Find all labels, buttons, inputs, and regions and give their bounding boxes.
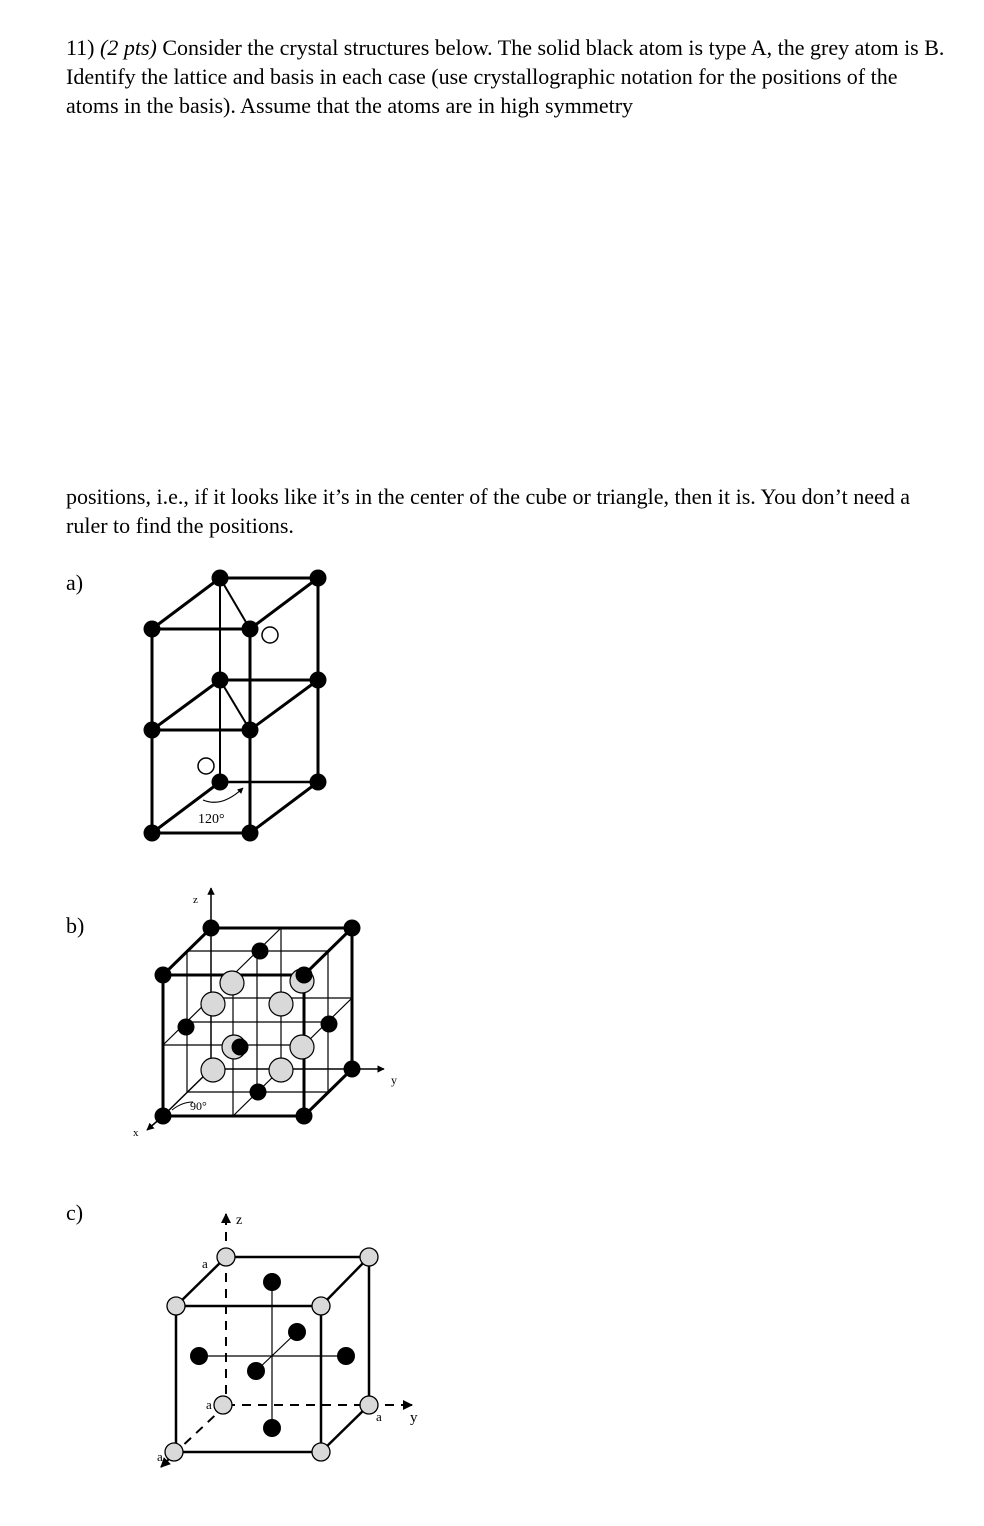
atom-b <box>269 992 293 1016</box>
atom-b <box>360 1248 378 1266</box>
atom-a <box>296 967 313 984</box>
figure-c-label: c) <box>66 1200 84 1225</box>
atom-a <box>252 943 269 960</box>
atom-a <box>242 825 259 842</box>
atom-a <box>250 1084 267 1101</box>
atom-a <box>310 774 327 791</box>
atom-b <box>312 1443 330 1461</box>
atom-b <box>360 1396 378 1414</box>
atom-a <box>263 1419 281 1437</box>
atom-a <box>155 1108 172 1125</box>
atom-a <box>190 1347 208 1365</box>
atom-a <box>247 1362 265 1380</box>
lattice-label-a-top: a <box>202 1256 208 1271</box>
atom-b <box>198 758 214 774</box>
atom-a <box>178 1019 195 1036</box>
axis-z-label-b: z <box>193 894 198 906</box>
figure-b-label: b) <box>66 913 85 938</box>
atom-b <box>312 1297 330 1315</box>
angle-label-a: 120° <box>198 812 225 827</box>
question-points: (2 pts) <box>100 35 157 60</box>
atom-a <box>242 722 259 739</box>
atom-a <box>288 1323 306 1341</box>
atom-b <box>290 1035 314 1059</box>
axis-x-label-b: x <box>133 1127 139 1139</box>
atom-b <box>269 1058 293 1082</box>
atom-b <box>201 992 225 1016</box>
atom-a <box>310 570 327 587</box>
atom-a <box>344 1061 361 1078</box>
atom-a <box>144 722 161 739</box>
atom-b <box>167 1297 185 1315</box>
axis-z-label-c: z <box>236 1213 243 1228</box>
atom-a <box>212 672 229 689</box>
atom-a <box>321 1016 338 1033</box>
atom-b <box>214 1396 232 1414</box>
lattice-label-a-origin: a <box>206 1397 212 1412</box>
atom-a <box>212 774 229 791</box>
atom-a <box>144 825 161 842</box>
angle-label-b: 90° <box>190 1099 207 1113</box>
lattice-label-a-right: a <box>376 1409 382 1424</box>
atom-a <box>337 1347 355 1365</box>
question-number: 11) <box>66 35 95 60</box>
axis-y-label-b: y <box>391 1073 397 1087</box>
atom-a <box>212 570 229 587</box>
question-body-1: Consider the crystal structures below. The solid black atom is type A, the grey atom is B. Identify the lattice and basis in each case (use crystallographic notation for the positions of the atoms in the basis). Assume that the atoms are in high symmetry <box>66 35 945 118</box>
atom-a <box>296 1108 313 1125</box>
atom-a <box>144 621 161 638</box>
atom-b <box>220 971 244 995</box>
atom-a <box>344 920 361 937</box>
atom-a <box>242 621 259 638</box>
lattice-label-a-bottom: a <box>157 1449 163 1464</box>
axis-y-label-c: y <box>410 1410 418 1426</box>
atom-b <box>165 1443 183 1461</box>
atom-b <box>201 1058 225 1082</box>
atom-a <box>263 1273 281 1291</box>
atom-b <box>217 1248 235 1266</box>
atom-a <box>155 967 172 984</box>
atom-b <box>262 627 278 643</box>
question-text-continued: positions, i.e., if it looks like it’s in the center of the cube or triangle, then it is. You don’t need a ruler to find the positions. <box>66 484 911 538</box>
figure-a-label: a) <box>66 570 84 595</box>
atom-a <box>203 920 220 937</box>
atom-a <box>310 672 327 689</box>
atom-a <box>232 1039 249 1056</box>
